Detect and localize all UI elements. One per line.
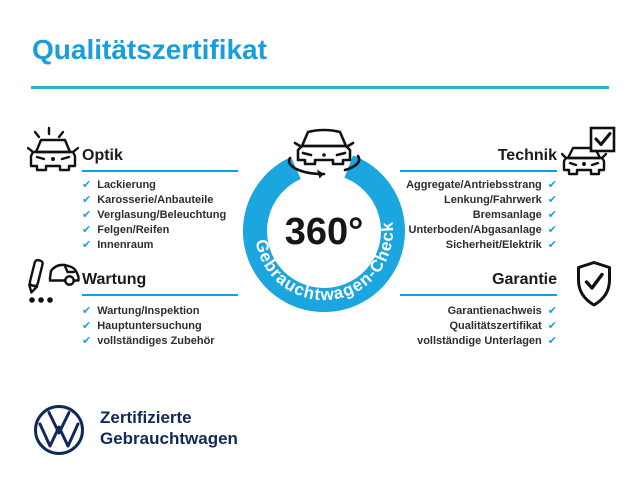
section-heading-technik: Technik xyxy=(497,147,557,164)
check-icon: ✔ xyxy=(82,335,92,347)
checklist-item xyxy=(82,304,215,319)
item-label: Sicherheit/Elektrik xyxy=(445,239,542,251)
check-icon: ✔ xyxy=(547,194,557,206)
check-icon: ✔ xyxy=(82,179,92,191)
checklist-item xyxy=(82,208,226,223)
check-icon: ✔ xyxy=(547,320,557,332)
item-label: Lackierung xyxy=(97,179,156,191)
check-icon: ✔ xyxy=(82,194,92,206)
checklist-item xyxy=(406,193,557,208)
shield-check-icon xyxy=(574,260,614,308)
wartung-checklist xyxy=(82,304,215,349)
header-divider xyxy=(31,86,609,89)
garantie-underline xyxy=(400,294,557,296)
item-label: Karosserie/Anbauteile xyxy=(97,194,214,206)
checklist-item xyxy=(406,178,557,193)
section-heading-optik: Optik xyxy=(82,147,123,164)
shiny-car-icon xyxy=(27,126,79,174)
check-icon: ✔ xyxy=(547,209,557,221)
check-icon: ✔ xyxy=(547,179,557,191)
brand-claim xyxy=(100,407,238,449)
checklist-item xyxy=(417,319,557,334)
checklist-item xyxy=(82,334,215,349)
checklist-item xyxy=(82,178,226,193)
item-label: Aggregate/Antriebsstrang xyxy=(406,179,542,191)
check-icon: ✔ xyxy=(82,224,92,236)
check-icon: ✔ xyxy=(547,224,557,236)
check-icon: ✔ xyxy=(82,209,92,221)
page-title: Qualitätszertifikat xyxy=(32,34,267,65)
checklist-item xyxy=(406,238,557,253)
brand-claim-line1: Zertifizierte xyxy=(100,408,192,427)
technik-checklist xyxy=(406,178,557,253)
checklist-item xyxy=(82,223,226,238)
service-checklist-icon xyxy=(22,256,80,306)
item-label: Bremsanlage xyxy=(472,209,542,221)
item-label: vollständiges Zubehör xyxy=(97,335,215,347)
check-icon: ✔ xyxy=(547,239,557,251)
optik-checklist xyxy=(82,178,226,253)
item-label: Lenkung/Fahrwerk xyxy=(443,194,542,206)
checklist-item xyxy=(406,208,557,223)
item-label: Qualitätszertifikat xyxy=(449,320,542,332)
technik-underline xyxy=(400,170,557,172)
garantie-checklist xyxy=(417,304,557,349)
360-check-badge xyxy=(234,118,414,318)
check-icon: ✔ xyxy=(82,320,92,332)
vw-logo-icon xyxy=(33,404,85,456)
check-icon: ✔ xyxy=(547,305,557,317)
checklist-item xyxy=(406,223,557,238)
checklist-item xyxy=(82,238,226,253)
check-icon: ✔ xyxy=(82,305,92,317)
checklist-item xyxy=(417,304,557,319)
checklist-item xyxy=(417,334,557,349)
item-label: vollständige Unterlagen xyxy=(417,335,542,347)
section-heading-garantie: Garantie xyxy=(492,271,557,288)
degree-label: 360° xyxy=(284,211,364,253)
section-heading-wartung: Wartung xyxy=(82,271,147,288)
item-label: Felgen/Reifen xyxy=(97,224,170,236)
check-icon: ✔ xyxy=(547,335,557,347)
ring-label: Gebrauchtwagen-Check xyxy=(251,220,398,305)
item-label: Garantienachweis xyxy=(447,305,542,317)
wartung-underline xyxy=(82,294,238,296)
checklist-item xyxy=(82,319,215,334)
item-label: Wartung/Inspektion xyxy=(97,305,200,317)
item-label: Hauptuntersuchung xyxy=(97,320,202,332)
optik-underline xyxy=(82,170,238,172)
check-icon: ✔ xyxy=(82,239,92,251)
item-label: Verglasung/Beleuchtung xyxy=(97,209,227,221)
item-label: Unterboden/Abgasanlage xyxy=(408,224,542,236)
brand-claim-line2: Gebrauchtwagen xyxy=(100,429,238,448)
car-checkbox-icon xyxy=(561,126,617,180)
item-label: Innenraum xyxy=(97,239,154,251)
checklist-item xyxy=(82,193,226,208)
